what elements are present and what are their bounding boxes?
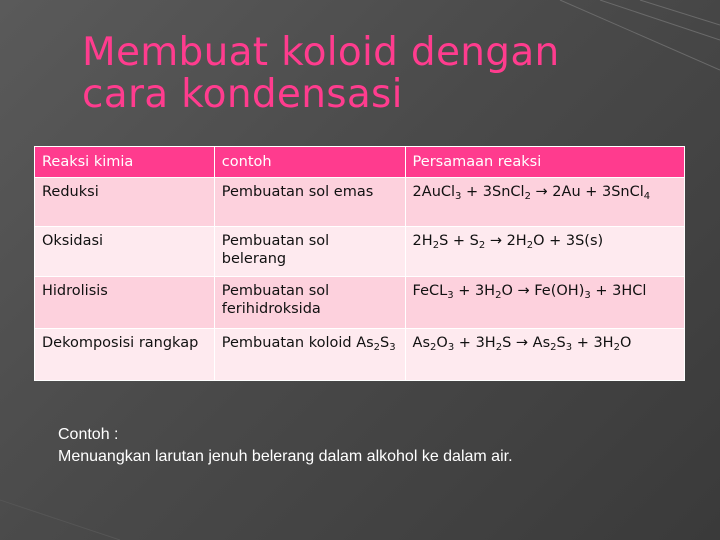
- cell-persamaan: 2AuCl$_3$ + 3SnCl$_2$ → 2Au + 3SnCl$_4$: [405, 178, 684, 227]
- header-persamaan-reaksi: Persamaan reaksi: [405, 147, 684, 178]
- table-row: [35, 329, 685, 381]
- cell-contoh: Pembuatan koloid $As_2S_3$: [214, 329, 405, 381]
- cell-reaksi: Reduksi: [35, 178, 215, 227]
- title-line-2: cara kondensasi: [82, 72, 403, 117]
- header-contoh: contoh: [214, 147, 405, 178]
- example-label: Contoh :: [58, 426, 119, 443]
- cell-persamaan: $2H_2S + S_2 \to 2H_2O + 3S(s)$: [405, 227, 684, 277]
- example-description: Menuangkan larutan jenuh belerang dalam alkohol ke dalam air.: [58, 448, 513, 465]
- example-text: [58, 424, 513, 468]
- table-row: [35, 178, 685, 227]
- table-row: [35, 277, 685, 329]
- reaction-table: [34, 146, 685, 381]
- table-header-row: [35, 147, 685, 178]
- header-reaksi-kimia: Reaksi kimia: [35, 147, 215, 178]
- title-line-1: Membuat koloid dengan: [82, 30, 560, 75]
- cell-contoh: Pembuatan sol emas: [214, 178, 405, 227]
- table-row: [35, 227, 685, 277]
- cell-contoh: Pembuatan sol belerang: [214, 227, 405, 277]
- cell-persamaan: $As_2O_3 + 3H_2S \to As_2S_3 + 3H_2O$: [405, 329, 684, 381]
- cell-reaksi: Hidrolisis: [35, 277, 215, 329]
- slide-title: [82, 32, 682, 116]
- cell-contoh: Pembuatan sol ferihidroksida: [214, 277, 405, 329]
- cell-persamaan: FeCL$_3$ + $3H_2O \to Fe(OH)_3 + 3HCl$: [405, 277, 684, 329]
- cell-reaksi: Oksidasi: [35, 227, 215, 277]
- cell-reaksi: Dekomposisi rangkap: [35, 329, 215, 381]
